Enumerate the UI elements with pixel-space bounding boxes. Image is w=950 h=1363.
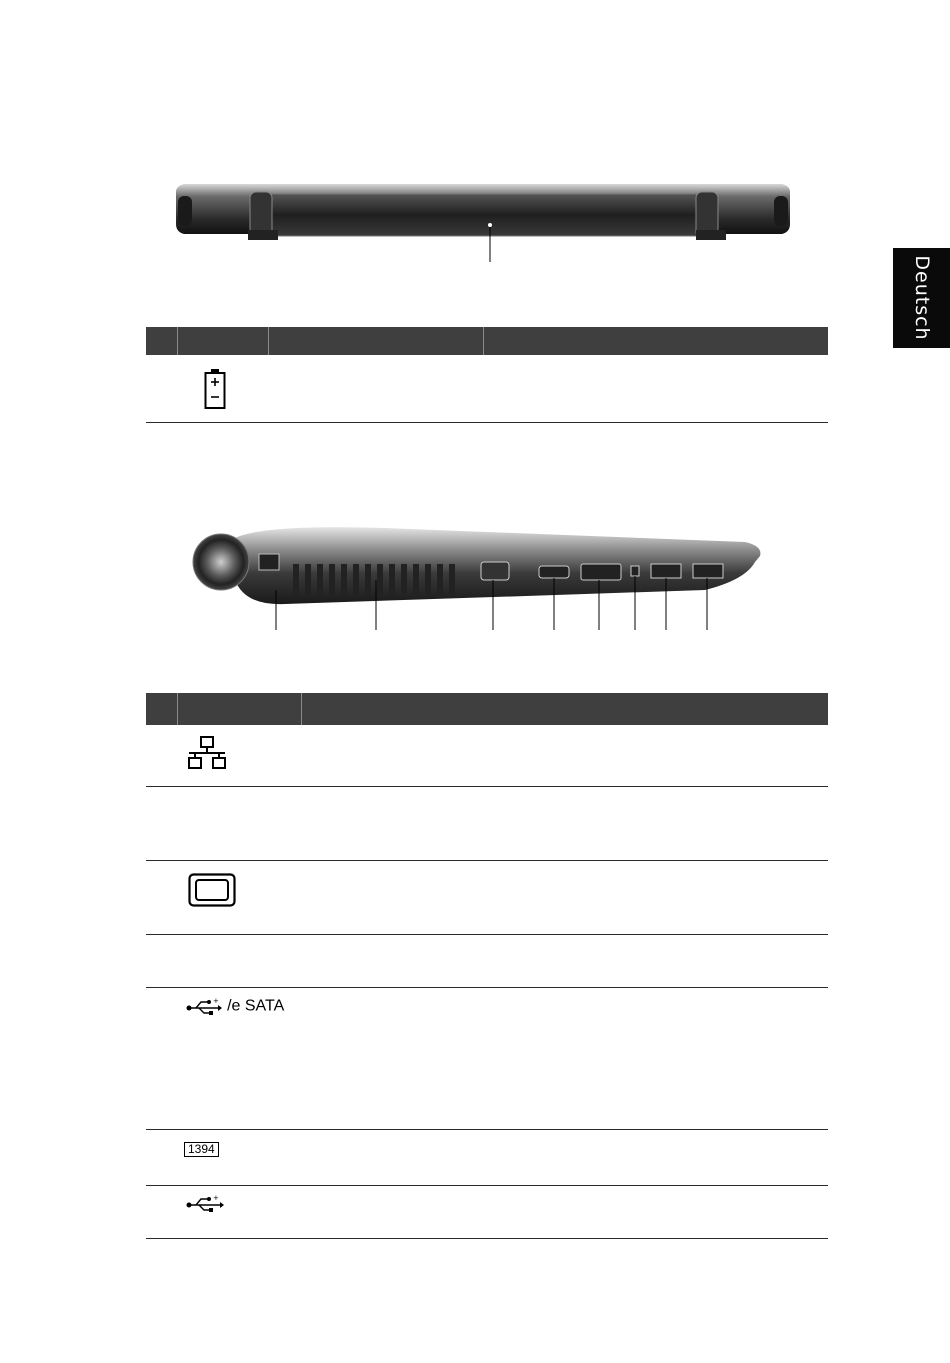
language-tab-label: Deutsch bbox=[910, 255, 933, 341]
table-row bbox=[146, 725, 828, 787]
svg-text:+: + bbox=[213, 996, 219, 1005]
usb-icon bbox=[186, 1194, 226, 1218]
left-components-table bbox=[146, 693, 828, 1239]
table-header bbox=[146, 693, 828, 725]
table-row bbox=[146, 861, 828, 935]
battery-icon bbox=[204, 368, 226, 414]
svg-text:+: + bbox=[213, 1194, 219, 1202]
ieee1394-label: 1394 bbox=[184, 1142, 219, 1157]
ethernet-icon bbox=[186, 736, 228, 774]
table-row bbox=[146, 1130, 828, 1186]
table-header bbox=[146, 327, 828, 355]
monitor-icon bbox=[188, 873, 236, 911]
table-row bbox=[146, 988, 828, 1130]
usb-esata-icon bbox=[186, 996, 284, 1017]
table-row bbox=[146, 787, 828, 861]
table-row bbox=[146, 935, 828, 988]
rear-components-table bbox=[146, 327, 828, 423]
usb-icon bbox=[186, 997, 222, 1017]
table-row bbox=[146, 355, 828, 423]
language-tab bbox=[893, 248, 950, 348]
left-view-image bbox=[185, 520, 765, 640]
table-row bbox=[146, 1186, 828, 1239]
ieee1394-icon bbox=[184, 1138, 219, 1157]
esata-label: /e SATA bbox=[227, 997, 285, 1015]
rear-view-image bbox=[170, 178, 800, 268]
